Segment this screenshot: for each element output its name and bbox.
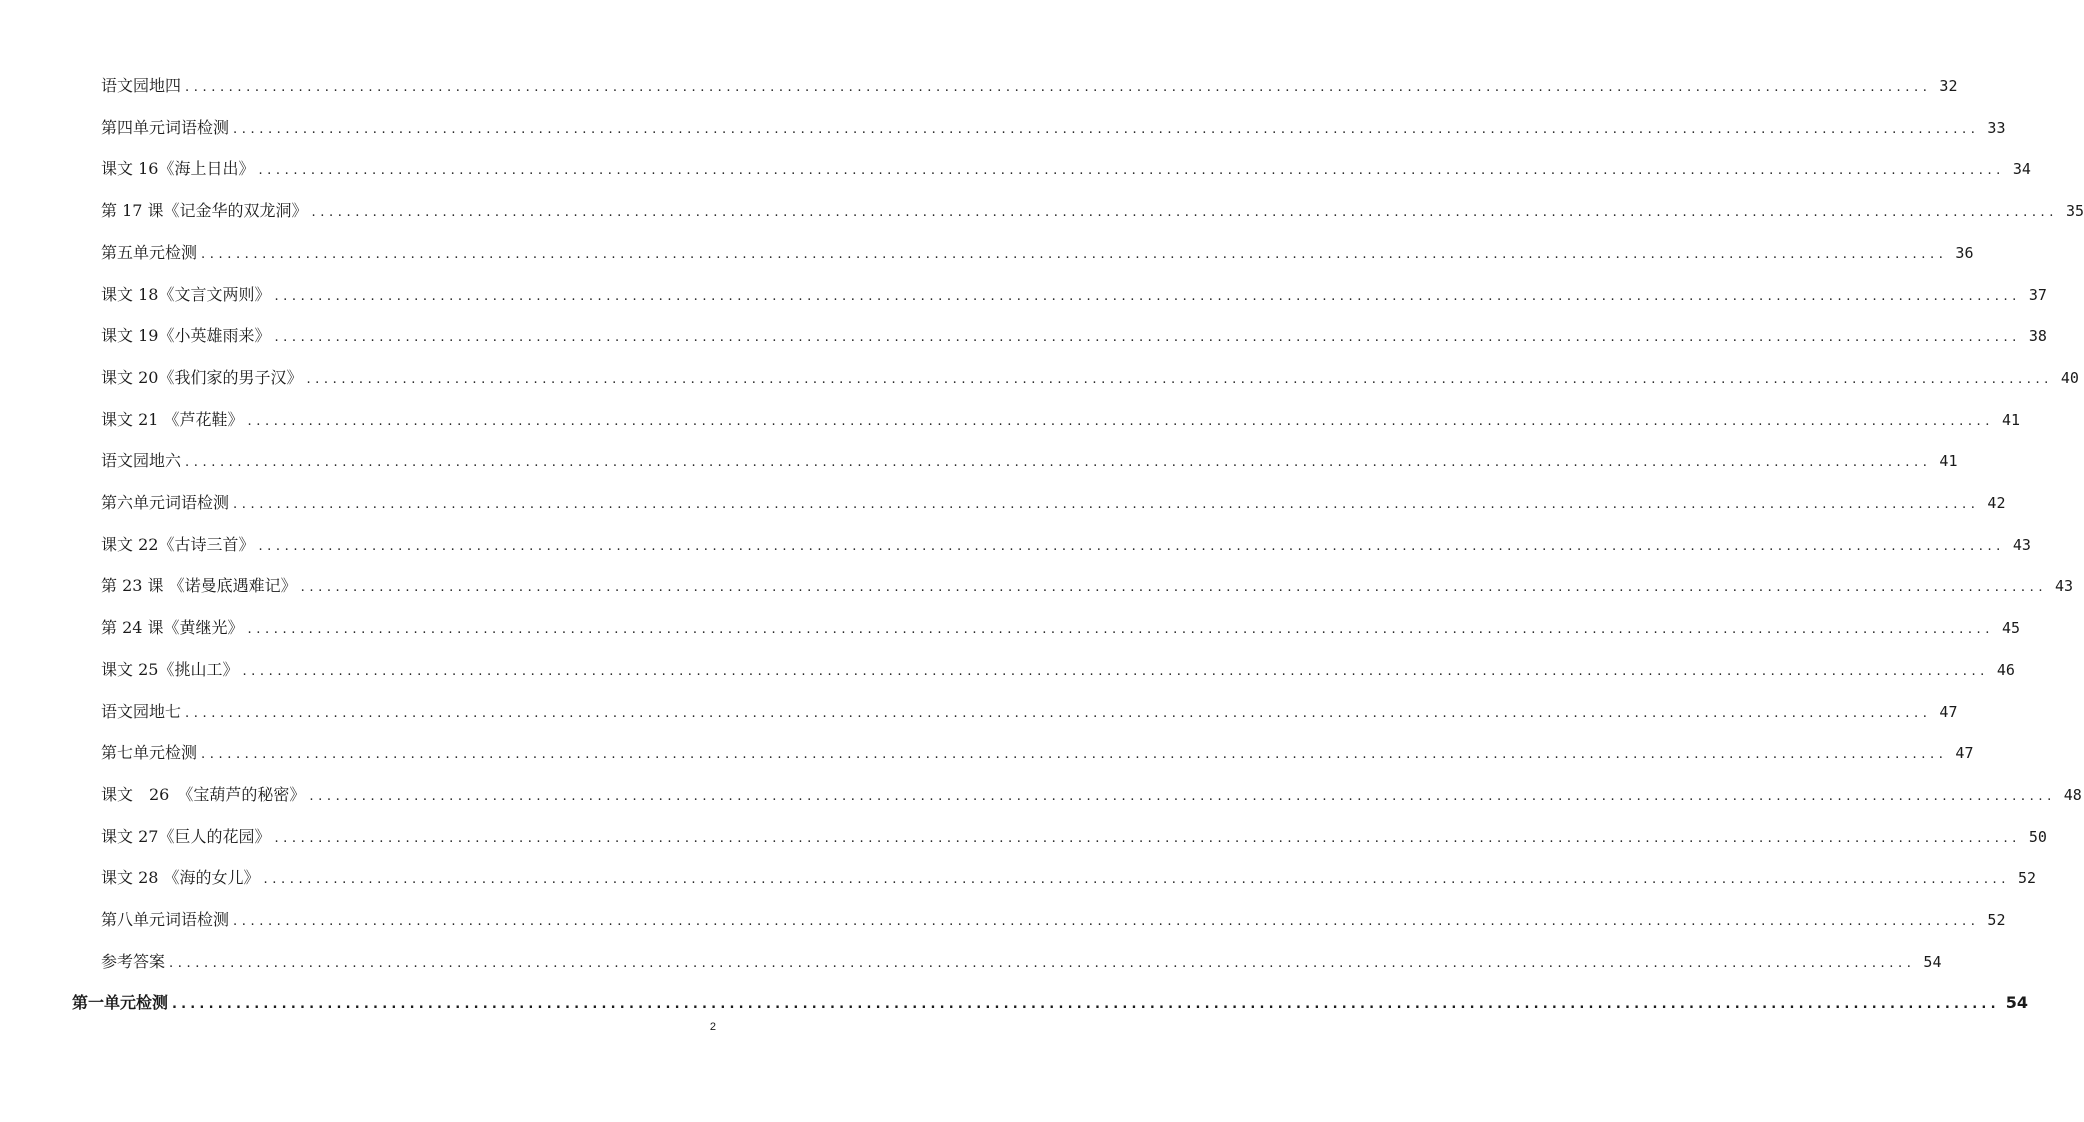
toc-entry[interactable] <box>72 990 2028 1016</box>
toc-entry-title: 第八单元词语检测 <box>101 910 230 929</box>
toc-entry[interactable] <box>101 740 1974 766</box>
toc-entry[interactable] <box>101 949 1942 975</box>
toc-entry[interactable] <box>101 782 2082 808</box>
toc-dot-leader: ........................................................................................................................................................................................................ <box>274 288 2021 304</box>
toc-entry-page: 48 <box>2063 785 2082 804</box>
toc-entry-title: 课文 16《海上日出》 <box>101 159 255 179</box>
toc-entry-title: 第 24 课《黄继光》 <box>101 618 244 638</box>
toc-dot-leader: ........................................................................................................................................................................................................ <box>263 872 2011 888</box>
toc-entry[interactable] <box>101 198 2084 224</box>
toc-dot-leader: ........................................................................................................................................................................................................ <box>258 538 2005 554</box>
toc-entry-page: 38 <box>2028 327 2047 346</box>
toc-entry-page: 54 <box>1923 952 1942 971</box>
toc-dot-leader: ........................................................................................................................................................................................................ <box>311 205 2059 221</box>
toc-entry-page: 43 <box>2055 577 2074 596</box>
toc-entry-title: 课文 18《文言文两则》 <box>101 284 271 304</box>
toc-dot-leader: ........................................................................................................................................................................................................ <box>274 330 2021 346</box>
toc-entry[interactable] <box>101 73 1958 99</box>
toc-entry-page: 46 <box>1996 660 2015 679</box>
toc-entry[interactable] <box>101 573 2074 599</box>
toc-dot-leader: ........................................................................................................................................................................................................ <box>169 955 1916 971</box>
toc-entry[interactable] <box>101 490 2006 516</box>
page-number: 2 <box>709 1021 716 1033</box>
toc-dot-leader: ........................................................................................................................................................................................................ <box>233 914 1980 929</box>
toc-entry-page: 41 <box>1939 452 1958 471</box>
toc-entry-title: 课文 22《古诗三首》 <box>101 534 255 554</box>
toc-entry-title: 第七单元检测 <box>101 743 198 763</box>
toc-entry-title: 第一单元检测 <box>72 993 169 1013</box>
toc-entry[interactable] <box>101 907 2006 933</box>
toc-entry-page: 41 <box>2001 410 2021 429</box>
toc-entry[interactable] <box>101 657 2015 683</box>
toc-dot-leader: ........................................................................................................................................................................................................ <box>300 580 2048 596</box>
toc-dot-leader: ........................................................................................................................................................................................................ <box>274 830 2021 846</box>
toc-entry-title: 语文园地四 <box>101 76 182 95</box>
toc-entry-page: 42 <box>1987 494 2006 512</box>
toc-dot-leader: ........................................................................................................................................................................................................ <box>242 663 1989 679</box>
toc-entry-page: 36 <box>1955 243 1974 262</box>
toc-entry-page: 43 <box>2012 535 2031 554</box>
toc-entry-title: 课文 26 《宝葫芦的秘密》 <box>101 784 306 804</box>
toc-entry-page: 47 <box>1939 702 1958 721</box>
toc-entry-title: 第四单元词语检测 <box>101 117 230 137</box>
toc-entry[interactable] <box>101 282 2047 308</box>
toc-entry-page: 40 <box>2060 368 2079 387</box>
toc-entry-title: 语文园地七 <box>101 701 182 721</box>
toc-dot-leader: ........................................................................................................................................................................................................ <box>185 705 1932 721</box>
toc-entry-title: 课文 25《挑山工》 <box>101 659 239 679</box>
toc-entry[interactable] <box>101 407 2021 433</box>
toc-entry[interactable] <box>101 699 1958 725</box>
toc-entry-title: 第六单元词语检测 <box>101 493 230 512</box>
toc-entry-title: 第 23 课 《诺曼底遇难记》 <box>101 576 297 596</box>
toc-entry-page: 54 <box>2005 993 2028 1013</box>
toc-entry-title: 第五单元检测 <box>101 242 198 262</box>
toc-dot-leader: ........................................................................................................................................................................................................ <box>247 413 1995 429</box>
toc-entry[interactable] <box>101 365 2079 391</box>
toc-dot-leader: ........................................................................................................................................................................................................ <box>201 246 1948 262</box>
toc-entry[interactable] <box>101 865 2037 891</box>
toc-entry[interactable] <box>101 532 2031 558</box>
toc-entry[interactable] <box>101 448 1958 474</box>
toc-dot-leader: ........................................................................................................................................................................................................ <box>185 455 1932 471</box>
toc-dot-leader: ........................................................................................................................................................................................................ <box>201 747 1948 763</box>
toc-entry-title: 课文 27《巨人的花园》 <box>101 826 271 846</box>
toc-dot-leader: ........................................................................................................................................................................................................ <box>306 371 2053 387</box>
toc-entry-title: 第 17 课《记金华的双龙洞》 <box>101 201 308 221</box>
toc-entry-page: 35 <box>2065 202 2084 221</box>
toc-entry-title: 课文 21 《芦花鞋》 <box>101 409 244 429</box>
toc-entry-page: 37 <box>2028 285 2047 304</box>
toc-dot-leader: ........................................................................................................................................................................................................ <box>185 80 1932 95</box>
toc-dot-leader: ........................................................................................................................................................................................................ <box>233 121 1980 137</box>
toc-entry-title: 参考答案 <box>101 951 166 971</box>
toc-entry[interactable] <box>101 824 2047 850</box>
toc-entry-title: 课文 20《我们家的男子汉》 <box>101 367 303 387</box>
toc-dot-leader: ........................................................................................................................................................................................................ <box>258 163 2005 179</box>
toc-entry-page: 34 <box>2012 160 2031 179</box>
toc-entry-title: 课文 19《小英雄雨来》 <box>101 326 271 346</box>
toc-entry[interactable] <box>101 615 2021 641</box>
toc-entry-title: 课文 28 《海的女儿》 <box>101 868 260 888</box>
toc-dot-leader: ........................................................................................................................................................................................................ <box>172 997 2000 1013</box>
toc-entry-page: 45 <box>2001 619 2021 638</box>
toc-entry[interactable] <box>101 156 2031 182</box>
toc-dot-leader: ........................................................................................................................................................................................................ <box>309 788 2056 804</box>
toc-entry-page: 52 <box>1987 911 2006 929</box>
toc-entry-title: 语文园地六 <box>101 451 182 471</box>
toc-entry-page: 47 <box>1955 744 1974 763</box>
toc-entry[interactable] <box>101 115 2006 141</box>
toc-entry-page: 33 <box>1987 118 2006 137</box>
toc-dot-leader: ........................................................................................................................................................................................................ <box>247 622 1995 638</box>
toc-entry[interactable] <box>101 323 2047 349</box>
toc-entry-page: 52 <box>2017 869 2037 888</box>
toc-entry-page: 32 <box>1939 77 1958 95</box>
toc-entry[interactable] <box>101 240 1974 266</box>
toc-dot-leader: ........................................................................................................................................................................................................ <box>233 497 1980 512</box>
toc-entry-page: 50 <box>2028 827 2047 846</box>
